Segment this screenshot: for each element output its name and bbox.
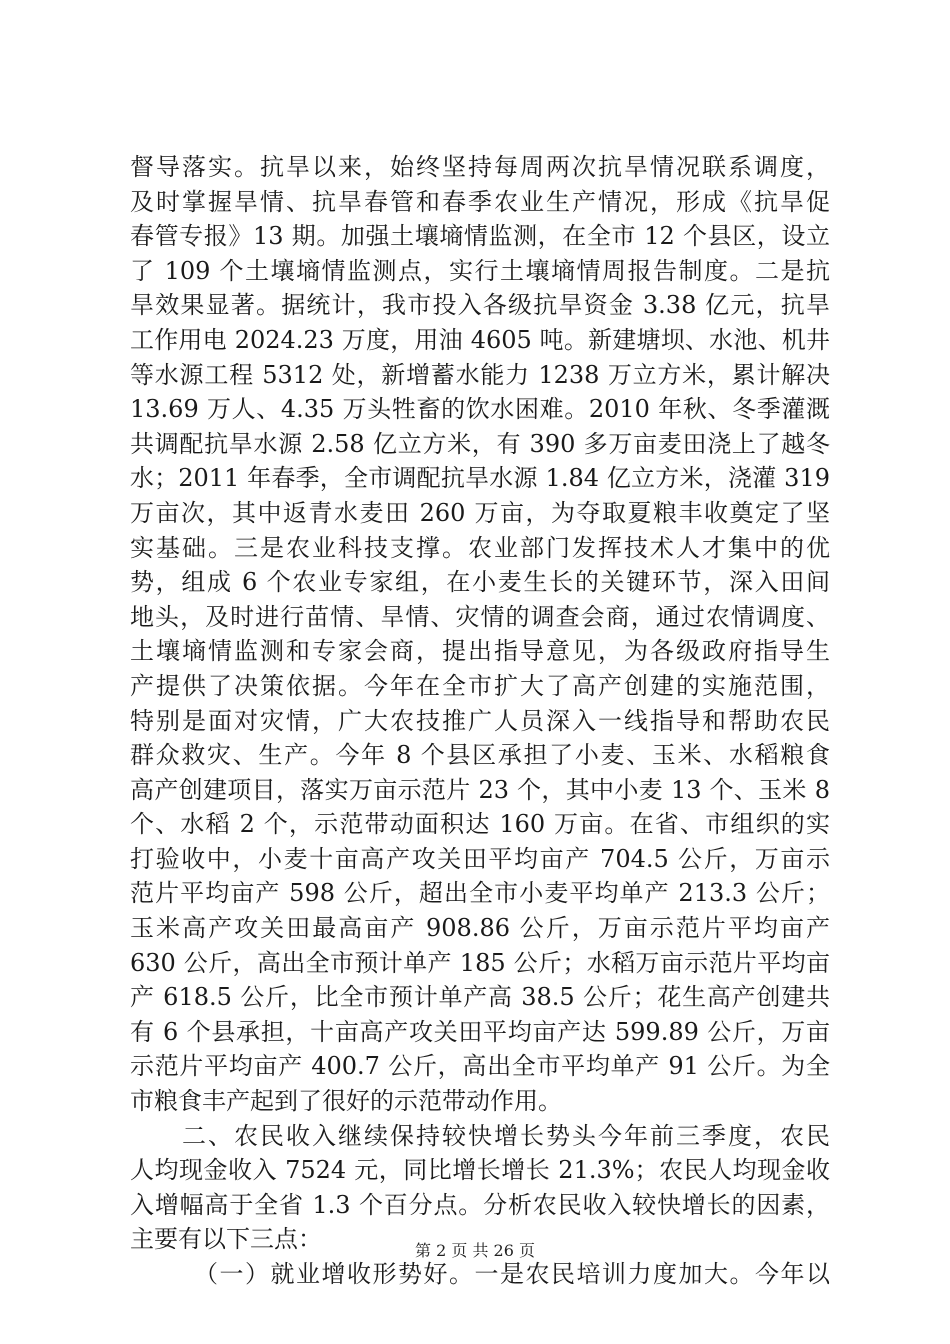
text-line: 督导落实。抗旱以来，始终坚持每周两次抗旱情况联系调度， — [130, 153, 830, 181]
text-line: 市粮食丰产起到了很好的示范带动作用。 — [130, 1087, 562, 1116]
text-line: 人均现金收入 7524 元，同比增长增长 21.3%；农民人均现金收 — [130, 1156, 830, 1185]
text-line: 主要有以下三点： — [130, 1225, 322, 1254]
text-line: 打验收中，小麦十亩高产攻关田平均亩产 704.5 公斤，万亩示 — [130, 844, 830, 873]
text-line: 等水源工程 5312 处，新增蓄水能力 1238 万立方米，累计解决 — [130, 360, 830, 389]
text-line: 630 公斤，高出全市预计单产 185 公斤；水稻万亩示范片平均亩 — [130, 948, 830, 977]
text-line: （一）就业增收形势好。一是农民培训力度加大。今年以 — [194, 1260, 830, 1288]
text-line: 地头，及时进行苗情、旱情、灾情的调查会商，通过农情调度、 — [130, 602, 830, 631]
text-line: 万亩次，其中返青水麦田 260 万亩，为夺取夏粮丰收奠定了坚 — [130, 498, 830, 527]
text-line: 土壤墒情监测和专家会商，提出指导意见，为各级政府指导生 — [130, 637, 830, 666]
text-line: 二、农民收入继续保持较快增长势头今年前三季度，农民 — [182, 1121, 830, 1150]
text-line: 产 618.5 公斤，比全市预计单产高 38.5 公斤；花生高产创建共 — [130, 983, 830, 1012]
text-line: 特别是面对灾情，广大农技推广人员深入一线指导和帮助农民 — [130, 706, 830, 735]
text-line: 示范片平均亩产 400.7 公斤，高出全市平均单产 91 公斤。为全 — [130, 1052, 830, 1081]
text-line: 个、水稻 2 个，示范带动面积达 160 万亩。在省、市组织的实 — [130, 810, 830, 839]
text-line: 及时掌握旱情、抗旱春管和春季农业生产情况，形成《抗旱促 — [130, 187, 830, 216]
text-line: 13.69 万人、4.35 万头牲畜的饮水困难。2010 年秋、冬季灌溉 — [130, 395, 830, 424]
text-line: 产提供了决策依据。今年在全市扩大了高产创建的实施范围， — [130, 671, 830, 700]
page-footer — [0, 1240, 950, 1262]
text-line: 实基础。三是农业科技支撑。农业部门发挥技术人才集中的优 — [130, 533, 830, 562]
text-line: 势，组成 6 个农业专家组，在小麦生长的关键环节，深入田间 — [130, 568, 830, 597]
text-line: 水；2011 年春季，全市调配抗旱水源 1.84 亿立方米，浇灌 319 — [130, 464, 830, 493]
text-line: 高产创建项目，落实万亩示范片 23 个，其中小麦 13 个、玉米 8 — [130, 775, 830, 804]
text-line: 了 109 个土壤墒情监测点，实行土壤墒情周报告制度。二是抗 — [130, 256, 830, 285]
text-line: 旱效果显著。据统计，我市投入各级抗旱资金 3.38 亿元，抗旱 — [130, 291, 830, 320]
text-line: 入增幅高于全省 1.3 个百分点。分析农民收入较快增长的因素， — [130, 1190, 830, 1219]
text-line: 春管专报》13 期。加强土壤墒情监测，在全市 12 个县区，设立 — [130, 222, 830, 251]
text-line: 范片平均亩产 598 公斤，超出全市小麦平均单产 213.3 公斤； — [130, 879, 830, 908]
text-line: 有 6 个县承担，十亩高产攻关田平均亩产达 599.89 公斤，万亩 — [130, 1017, 830, 1046]
text-line: 共调配抗旱水源 2.58 亿立方米，有 390 多万亩麦田浇上了越冬 — [130, 429, 830, 458]
text-line: 玉米高产攻关田最高亩产 908.86 公斤，万亩示范片平均亩产 — [130, 914, 830, 943]
text-line: 群众救灾、生产。今年 8 个县区承担了小麦、玉米、水稻粮食 — [130, 741, 830, 770]
page-number: 第 2 页 共 26 页 — [415, 1241, 535, 1260]
text-line: 工作用电 2024.23 万度，用油 4605 吨。新建塘坝、水池、机井 — [130, 325, 830, 354]
document-body — [130, 150, 830, 1292]
